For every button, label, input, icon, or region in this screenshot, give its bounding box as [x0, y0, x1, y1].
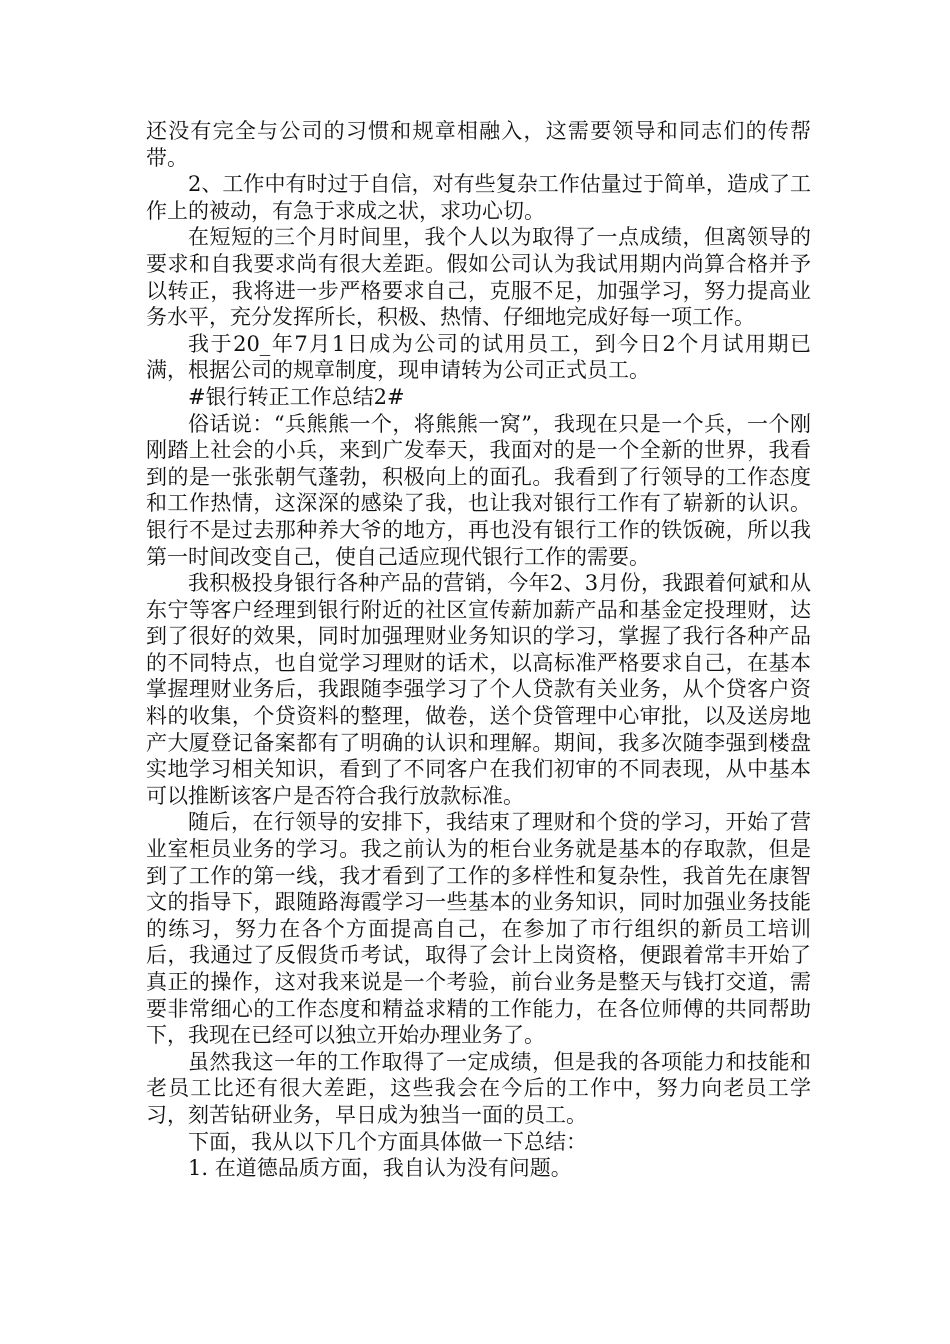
paragraph: 在短短的三个月时间里，我个人以为取得了一点成绩，但离领导的要求和自我要求尚有很大差距。假如公司认为我试用期内尚算合格并予以转正，我将进一步严格要求自己，克服不足，加强学习，努力提高业务水平，充分发挥所长，积极、热情、仔细地完成好每一项工作。 [146, 225, 811, 330]
paragraph: 还没有完全与公司的习惯和规章相融入，这需要领导和同志们的传帮带。 [146, 119, 811, 170]
document-body [146, 118, 811, 1182]
paragraph: 2、工作中有时过于自信，对有些复杂工作估量过于简单，造成了工作上的被动，有急于求成之状，求功心切。 [146, 172, 811, 223]
paragraph: 随后，在行领导的安排下，我结束了理财和个贷的学习，开始了营业室柜员业务的学习。我之前认为的柜台业务就是基本的存取款，但是到了工作的第一线，我才看到了工作的多样性和复杂性，我首先在康智文的指导下，跟随路海霞学习一些基本的业务知识，同时加强业务技能的练习，努力在各个方面提高自己，在参加了市行组织的新员工培训后，我通过了反假货币考试，取得了会计上岗资格，便跟着常丰开始了真正的操作，这对我来说是一个考验，前台业务是整天与钱打交道，需要非常细心的工作态度和精益求精的工作能力，在各位师傅的共同帮助下，我现在已经可以独立开始办理业务了。 [146, 810, 811, 1048]
paragraph: 我于20_年7月1日成为公司的试用员工，到今日2个月试用期已满，根据公司的规章制度，现申请转为公司正式员工。 [146, 331, 811, 383]
paragraph: 我积极投身银行各种产品的营销，今年2、3月份，我跟着何斌和从东宁等客户经理到银行附近的社区宣传薪加薪产品和基金定投理财，达到了很好的效果，同时加强理财业务知识的学习，掌握了我行各种产品的不同特点，也自觉学习理财的话术，以高标准严格要求自己，在基本掌握理财业务后，我跟随李强学习了个人贷款有关业务，从个贷客户资料的收集，个贷资料的整理，做卷，送个贷管理中心审批，以及送房地产大厦登记备案都有了明确的认识和理解。期间，我多次随李强到楼盘实地学习相关知识，看到了不同客户在我们初审的不同表现，从中基本可以推断该客户是否符合我行放款标准。 [146, 571, 811, 808]
list-item: 1. 在道德品质方面，我自认为没有问题。 [188, 1156, 572, 1181]
paragraph: 下面，我从以下几个方面具体做一下总结： [188, 1129, 587, 1154]
paragraph: 虽然我这一年的工作取得了一定成绩，但是我的各项能力和技能和老员工比还有很大差距，这些我会在今后的工作中，努力向老员工学习，刻苦钻研业务，早日成为独当一面的员工。 [146, 1049, 811, 1127]
section-heading: #银行转正工作总结2# [188, 384, 405, 409]
paragraph: 俗话说：“兵熊熊一个，将熊熊一窝”，我现在只是一个兵，一个刚刚踏上社会的小兵，来到广发奉天，我面对的是一个全新的世界，我看到的是一张张朝气蓬勃，积极向上的面孔。我看到了行领导的工作态度和工作热情，这深深的感染了我，也让我对银行工作有了崭新的认识。银行不是过去那种养大爷的地方，再也没有银行工作的铁饭碗，所以我第一时间改变自己，使自己适应现代银行工作的需要。 [146, 411, 811, 569]
